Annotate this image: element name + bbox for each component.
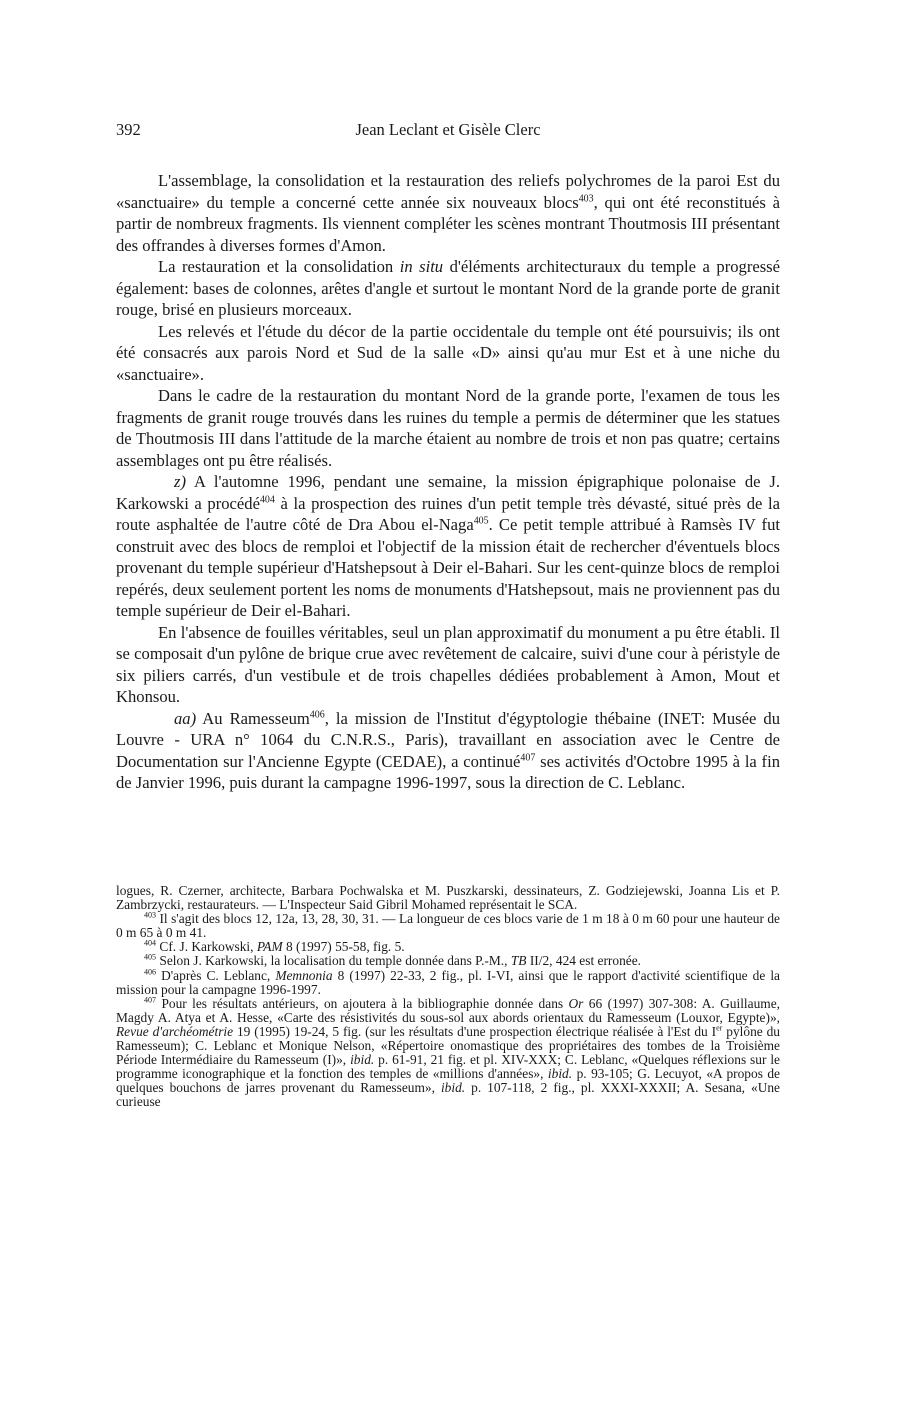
footnote-text: 66 (1997) 307-308: A. Guillaume, Magdy A. Atya et A. Hesse, «Carte des résistivités du sous-sol aux abords orientaux du Ramesseum (Louxor, Egypte)», (116, 995, 780, 1025)
footnote-text: Cf. J. Karkowski, (156, 939, 257, 955)
footnote-ref-403: 403 (578, 192, 594, 204)
footnote-text: Pour les résultats antérieurs, on ajoutera à la bibliographie donnée dans (156, 995, 569, 1011)
paragraph-granit: Dans le cadre de la restauration du montant Nord de la grande porte, l'examen de tous les fragments de granit rouge trouvés dans les ruines du temple a permis de déterminer que les statues de Thoutmosis III dans l'attitude de la marche étaient au nombre de trois et non pas quatre; certains assemblages ont pu être réalisés. (116, 386, 780, 470)
footnote-text: Selon J. Karkowski, la localisation du temple donnée dans P.-M., (156, 953, 511, 969)
footnote-text: D'après C. Leblanc, (156, 967, 276, 983)
footnote-ref-406: 406 (309, 708, 325, 720)
section-label: z) (174, 472, 186, 491)
footnote-italic: ibid. (547, 1066, 573, 1082)
footnote-407 (116, 997, 780, 1110)
section-label: aa) (174, 708, 197, 728)
paragraph-text: à la prospection des ruines d'un petit temple très dévasté, situé près de la route asphaltée de l'autre côté de Dra Abou el-Naga (116, 493, 780, 534)
footnote-text: 8 (1997) 22-33, 2 fig., pl. I-VI, ainsi que le rapport d'activité scientifique de la mission pour la campagne 1996-1997. (116, 967, 780, 997)
footnote-406 (116, 969, 780, 997)
paragraph-text: A l'automne 1996, pendant une semaine, la mission épigraphique polonaise de J. Karkowski a procédé (116, 472, 780, 513)
footnote-italic: ibid. (350, 1052, 375, 1068)
paragraph-text: ses activités d'Octobre 1995 à la fin de Janvier 1996, puis durant la campagne 1996-1997, sous la direction de C. Leblanc. (116, 751, 780, 792)
section-z (116, 471, 780, 622)
paragraph-text: La restauration et la consolidation (158, 257, 400, 276)
footnote-italic: Revue d'archéométrie (116, 1023, 234, 1039)
main-text (116, 170, 780, 794)
paragraph-plan: En l'absence de fouilles véritables, seul un plan approximatif du monument a pu être établi. Il se composait d'un pylône de brique crue avec revêtement de calcaire, suivi d'une cour à péristyle de six piliers carrés, d'un vestibule et de trois chapelles dédiées probablement à Amon, Mout et Khonsou. (116, 622, 780, 706)
footnote-italic: ibid. (440, 1080, 466, 1096)
footnote-ref-405: 405 (473, 515, 489, 527)
paragraph-text: d'éléments architecturaux du temple a progressé également: bases de colonnes, arêtes d'angle et surtout le montant Nord de la grande porte de granit rouge, brisé en plusieurs morceaux. (116, 257, 780, 319)
footnote-text: p. 107-118, 2 fig., pl. XXXI-XXXII; A. Sesana, «Une curieuse (116, 1080, 781, 1110)
footnote-number: 407 (144, 995, 157, 1005)
paragraph-text: , qui ont été reconstitués à partir de nombreux fragments. Ils viennent compléter les scènes montrant Thoutmosis III présentant des offrandes à diverses formes d'Amon. (116, 192, 780, 255)
section-aa (116, 708, 780, 794)
paragraph-text: . Ce petit temple attribué à Ramsès IV fut construit avec des blocs de remploi et l'objectif de la mission était de rechercher d'éventuels blocs provenant du temple supérieur d'Hatshepsout à Deir el-Bahari. Sur les cent-quinze blocs de remploi repérés, deux seulement portent les noms de monuments d'Hatshepsout, mais ne proviennent pas du temple supérieur de Deir el-Bahari. (116, 515, 780, 620)
paragraph-releves: Les relevés et l'étude du décor de la partie occidentale du temple ont été poursuivis; ils ont été consacrés aux parois Nord et Sud de la salle «D» ainsi qu'au mur Est et à une niche du «sanctuaire». (116, 321, 780, 384)
footnote-number: 405 (144, 953, 157, 962)
paragraph-restauration (116, 256, 780, 321)
running-title: Jean Leclant et Gisèle Clerc (355, 120, 541, 139)
paragraph-text: , la mission de l'Institut d'égyptologie thébaine (INET: Musée du Louvre - URA n° 1064 du C.N.R.S., Paris), travaillant en association avec le Centre de Documentation sur l'Ancienne Egypte (CEDAE), a continué (116, 708, 781, 771)
footnote-text: 19 (1995) 19-24, 5 fig. (sur les résultats d'une prospection électrique réalisée à l'Est du I (233, 1023, 717, 1039)
footnote-ref-404: 404 (259, 493, 275, 505)
footnote-number: 403 (144, 910, 157, 920)
paragraph-reliefs (116, 170, 780, 256)
footnote-403 (116, 912, 780, 940)
footnote-italic: Memnonia (275, 967, 333, 983)
page-header (116, 120, 780, 142)
footnote-text: 8 (1997) 55-58, fig. 5. (282, 939, 405, 955)
footnote-continuation: logues, R. Czerner, architecte, Barbara Pochwalska et M. Puszkarski, dessinateurs, Z. Godziejewski, Joanna Lis et P. Zambrzycki, restaurateurs. — L'Inspecteur Said Gibril Mohamed représentait le SCA. (116, 883, 780, 913)
footnote-number: 404 (144, 938, 157, 948)
footnote-superscript: er (716, 1023, 723, 1033)
footnote-text: p. 93-105; G. Lecuyot, «A propos de quelques bouchons de jarres provenant du Ramesseum», (116, 1066, 781, 1096)
footnote-405 (116, 954, 780, 968)
italic-term: in situ (399, 257, 444, 276)
paragraph-text: L'assemblage, la consolidation et la restauration des reliefs polychromes de la paroi Est du «sanctuaire» du temple a concerné cette année six nouveaux blocs (116, 171, 780, 212)
paragraph-text: Au Ramesseum (196, 708, 310, 728)
footnote-italic: TB (510, 953, 527, 969)
footnote-italic: Or (568, 995, 584, 1011)
footnotes (116, 884, 780, 1110)
footnote-text: pylône du Ramesseum); C. Leblanc et Monique Nelson, «Répertoire onomastique des propriétaires des tombes de la Troisième Période Intermédiaire du Ramesseum (I)», (116, 1023, 781, 1068)
page-number: 392 (116, 120, 141, 139)
footnote-ref-407: 407 (520, 751, 536, 763)
footnote-text: p. 61-91, 21 fig. et pl. XIV-XXX; C. Leblanc, «Quelques réflexions sur le programme iconographique et la fonction des temples de «millions d'années», (116, 1052, 780, 1082)
footnote-italic: PAM (256, 939, 283, 955)
footnote-text: II/2, 424 est erronée. (526, 953, 642, 969)
footnote-number: 406 (144, 967, 157, 977)
footnote-text: Il s'agit des blocs 12, 12a, 13, 28, 30, 31. — La longueur de ces blocs varie de 1 m 18 à 0 m 60 pour une hauteur de 0 m 65 à 0 m 41. (116, 911, 780, 941)
